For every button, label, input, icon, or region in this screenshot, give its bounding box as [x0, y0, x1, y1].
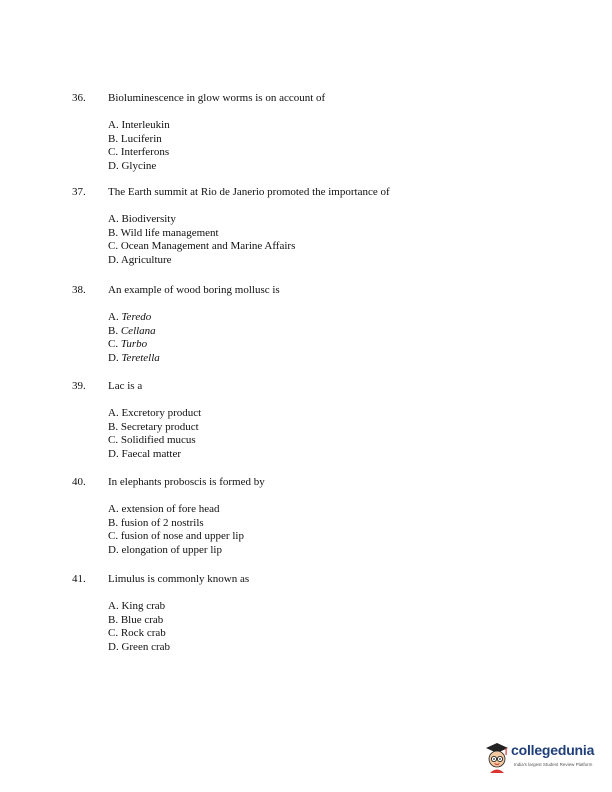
option-letter: B.	[108, 324, 119, 337]
option-letter: C.	[108, 530, 119, 543]
option-letter: B.	[108, 420, 119, 433]
option-letter: A.	[108, 600, 119, 612]
option-text: Solidified mucus	[120, 434, 196, 447]
question-text: In elephants proboscis is formed by	[108, 476, 265, 488]
answer-option	[108, 160, 170, 174]
answer-option	[108, 227, 295, 241]
option-text: Teretella	[121, 352, 160, 365]
option-text: Interleukin	[121, 119, 170, 131]
option-letter: B.	[108, 132, 119, 145]
answer-option	[108, 213, 295, 227]
option-letter: D.	[108, 160, 119, 173]
option-letter: D.	[108, 254, 119, 267]
option-letter: C.	[108, 338, 119, 351]
answer-option	[108, 311, 160, 325]
answer-option	[108, 614, 170, 628]
option-text: Cellana	[120, 324, 156, 337]
option-text: elongation of upper lip	[121, 544, 222, 557]
logo-tagline: India's largest Student Review Platform	[514, 762, 593, 767]
question-number: 37.	[72, 186, 86, 198]
option-text: Green crab	[121, 641, 171, 654]
answer-option	[108, 407, 201, 421]
option-text: Glycine	[121, 160, 157, 173]
option-text: Turbo	[120, 338, 148, 351]
question-number: 41.	[72, 573, 86, 585]
graduate-mascot-icon	[484, 740, 510, 774]
answer-option	[108, 641, 170, 655]
collegedunia-logo	[484, 740, 608, 780]
option-letter: D.	[108, 448, 119, 461]
option-letter: C.	[108, 434, 119, 447]
answer-options	[108, 600, 170, 655]
option-letter: A.	[108, 407, 119, 419]
option-letter: A.	[108, 311, 119, 323]
option-text: Biodiversity	[121, 213, 176, 225]
answer-options	[108, 407, 201, 462]
option-text: fusion of nose and upper lip	[120, 530, 244, 543]
option-letter: A.	[108, 213, 119, 225]
question-text: Limulus is commonly known as	[108, 573, 250, 585]
question-number: 36.	[72, 92, 86, 104]
answer-option	[108, 133, 170, 147]
question-text: Lac is a	[108, 380, 143, 392]
option-letter: B.	[108, 226, 119, 239]
option-letter: C.	[108, 240, 119, 253]
answer-option	[108, 517, 244, 531]
option-letter: A.	[108, 119, 119, 131]
answer-option	[108, 146, 170, 160]
answer-options	[108, 119, 170, 174]
answer-option	[108, 434, 201, 448]
option-text: Ocean Management and Marine Affairs	[120, 240, 296, 253]
answer-option	[108, 352, 160, 366]
question-text: The Earth summit at Rio de Janerio promoted the importance of	[108, 186, 390, 198]
answer-option	[108, 325, 160, 339]
option-text: Secretary product	[120, 420, 199, 433]
option-text: Agriculture	[120, 254, 172, 267]
answer-option	[108, 627, 170, 641]
option-text: Faecal matter	[121, 448, 182, 461]
option-text: Interferons	[120, 146, 170, 159]
answer-option	[108, 544, 244, 558]
option-letter: D.	[108, 544, 119, 557]
option-text: Wild life management	[120, 226, 219, 239]
option-letter: C.	[108, 627, 119, 640]
option-text: fusion of 2 nostrils	[120, 516, 204, 529]
answer-option	[108, 600, 170, 614]
option-text: Teredo	[121, 311, 152, 323]
answer-option	[108, 338, 160, 352]
option-letter: D.	[108, 352, 119, 365]
answer-option	[108, 503, 244, 517]
option-letter: B.	[108, 613, 119, 626]
option-letter: B.	[108, 516, 119, 529]
question-text: An example of wood boring mollusc is	[108, 284, 280, 296]
option-letter: C.	[108, 146, 119, 159]
answer-option	[108, 530, 244, 544]
question-number: 39.	[72, 380, 86, 392]
question-number: 38.	[72, 284, 86, 296]
question-number: 40.	[72, 476, 86, 488]
option-letter: A.	[108, 503, 119, 515]
logo-wordmark: collegedunia	[511, 742, 595, 758]
option-text: extension of fore head	[121, 503, 220, 515]
answer-option	[108, 254, 295, 268]
option-text: Luciferin	[120, 132, 162, 145]
answer-options	[108, 503, 244, 558]
option-letter: D.	[108, 641, 119, 654]
option-text: King crab	[121, 600, 166, 612]
answer-options	[108, 213, 295, 268]
answer-option	[108, 119, 170, 133]
answer-option	[108, 240, 295, 254]
answer-option	[108, 448, 201, 462]
option-text: Rock crab	[120, 627, 166, 640]
answer-option	[108, 421, 201, 435]
option-text: Excretory product	[121, 407, 202, 419]
question-text: Bioluminescence in glow worms is on account of	[108, 92, 326, 104]
option-text: Blue crab	[120, 613, 164, 626]
answer-options	[108, 311, 160, 366]
